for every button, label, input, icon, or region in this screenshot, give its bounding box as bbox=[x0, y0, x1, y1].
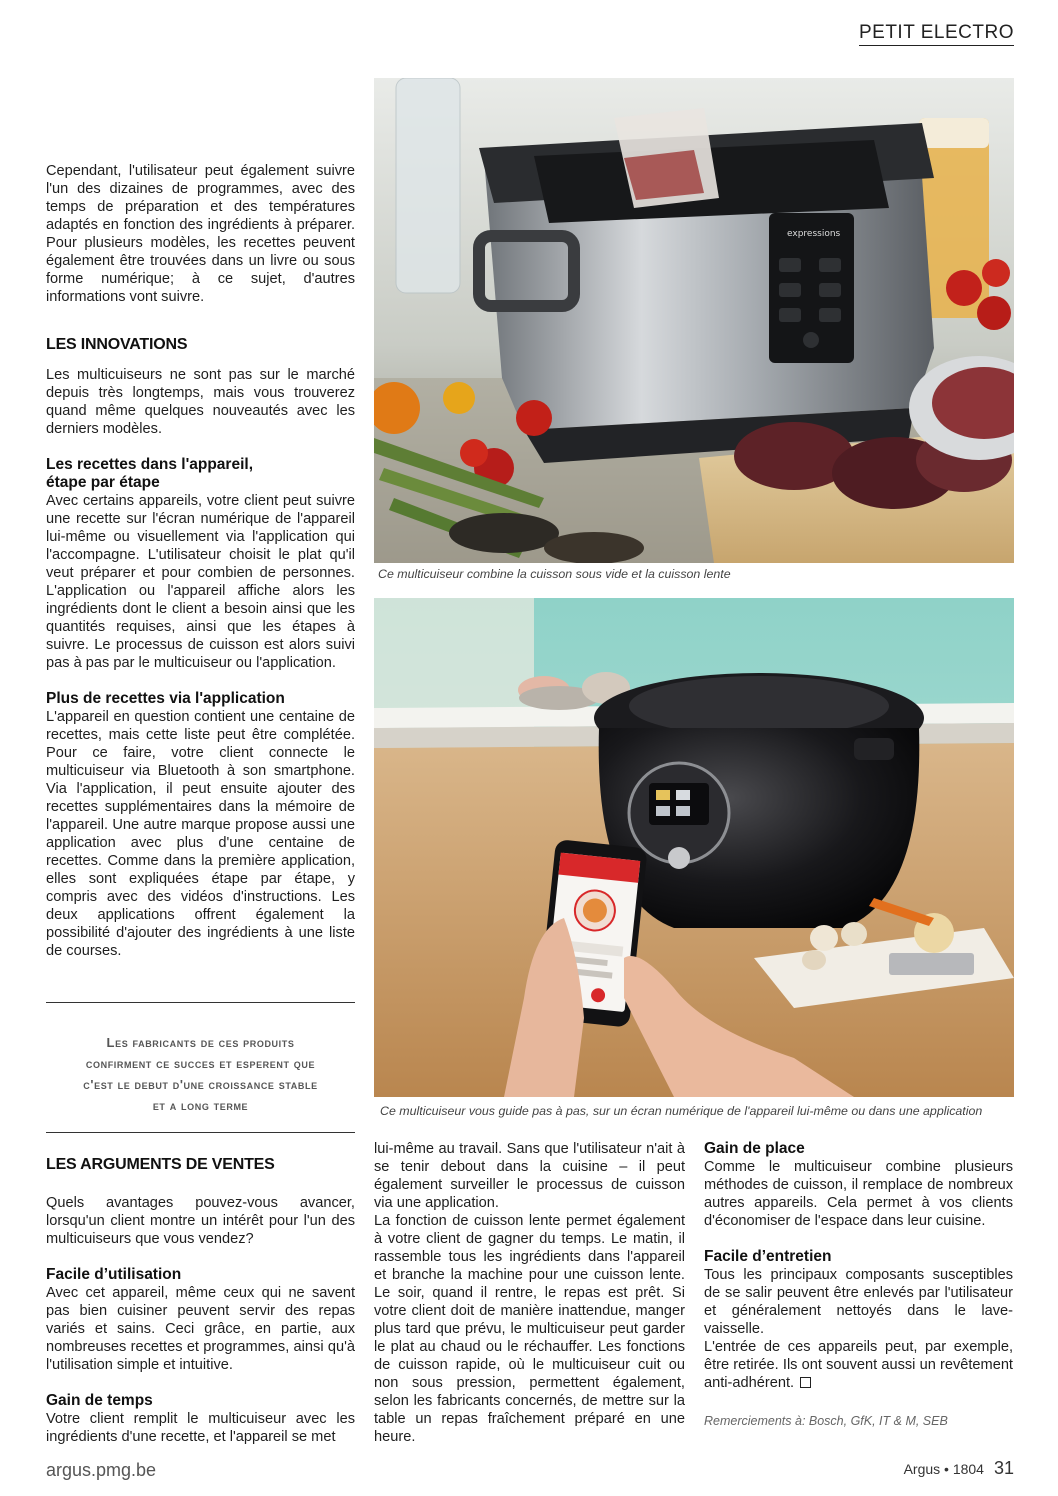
end-mark-icon bbox=[800, 1377, 811, 1388]
multicooker-illustration bbox=[374, 598, 1014, 1097]
middle-column bbox=[374, 1140, 685, 1446]
footer-website: argus.pmg.be bbox=[46, 1460, 157, 1480]
innovations-heading: LES INNOVATIONS bbox=[46, 336, 188, 353]
pull-quote-line: Les fabricants de ces produits bbox=[106, 1035, 295, 1050]
photo-caption-2: Ce multicuiseur vous guide pas à pas, sur un écran numérique de l'appareil lui-même ou dans une application bbox=[380, 1104, 983, 1118]
plus-recettes-paragraph: L'appareil en question contient une centaine de recettes, mais cette liste peut être complétée. Pour ce faire, votre client connecte le multicuiseur via Bluetooth à son smartphone. Via l'application, il peut ensuite ajouter des recettes supplémentaires dans la mémoire de l'appareil. Une autre marque propose aussi une application avec plus d'une centaine de recettes. Comme dans la première application, elles sont expliquées étape par étape, y compris avec des vidéos d'instructions. Les deux applications offrent également la possibilité d'ajouter des ingrédients à une liste de courses. bbox=[46, 709, 355, 959]
plus-recettes-heading: Plus de recettes via l'application bbox=[46, 690, 285, 707]
right-column bbox=[704, 1140, 1013, 1430]
arguments-column bbox=[46, 1156, 355, 1446]
brand-label: expressions bbox=[787, 229, 841, 239]
middle-paragraph-1: lui-même au travail. Sans que l'utilisateur n'ait à se tenir debout dans la cuisine – il peut également surveiller le processus de cuisson via une application. bbox=[374, 1141, 685, 1211]
pull-quote-line: et a long terme bbox=[152, 1098, 249, 1113]
recettes-heading-2: étape par étape bbox=[46, 474, 160, 491]
arguments-intro: Quels avantages pouvez-vous avancer, lorsqu'un client montre un intérêt pour l'un des multicuiseurs que vous vendez? bbox=[46, 1195, 355, 1247]
facile-utilisation-paragraph: Avec cet appareil, même ceux qui ne savent pas bien cuisiner peuvent servir des repas variés et sains. Ceci grâce, en partie, aux nombreuses recettes et programmes, ainsi qu'à l'utilisation simple et intuitive. bbox=[46, 1285, 355, 1373]
photo-sous-vide-cooker bbox=[374, 78, 1014, 563]
gain-temps-paragraph: Votre client remplit le multicuiseur avec les ingrédients d'une recette, et l'appareil se met bbox=[46, 1411, 355, 1445]
gain-place-paragraph: Comme le multicuiseur combine plusieurs méthodes de cuisson, il remplace de nombreux autres appareils. Cela permet à vos clients d'économiser de l'espace dans leur cuisine. bbox=[704, 1159, 1013, 1229]
photo-app-multicooker bbox=[374, 598, 1014, 1097]
footer-issue bbox=[904, 1458, 1014, 1479]
innovations-paragraph: Les multicuiseurs ne sont pas sur le marché depuis très longtemps, mais vous trouverez quand même quelques nouveautés avec les derniers modèles. bbox=[46, 367, 355, 437]
divider-bottom bbox=[46, 1132, 355, 1133]
entretien-text: L'entrée de ces appareils peut, par exemple, être retirée. Ils ont souvent aussi un revêtement anti-adhérent. bbox=[704, 1339, 1013, 1391]
pull-quote-line: confirment ce succes et esperent que bbox=[85, 1056, 316, 1071]
recettes-paragraph: Avec certains appareils, votre client peut suivre une recette sur l'écran numérique de l'appareil lui-même ou visuellement via l'application qui l'accompagne. L'utilisateur choisit le plat qu'il veut préparer et pour combien de personnes. L'application ou l'appareil affiche alors les ingrédients dont le client a besoin ainsi que les quantités requises, ainsi que les étapes à suivre. Le processus de cuisson est alors suivi pas à pas par le multicuiseur ou l'application. bbox=[46, 493, 355, 671]
page-number: 31 bbox=[993, 1458, 1014, 1478]
middle-paragraph-2: La fonction de cuisson lente permet également à votre client de gagner du temps. Le matin, il rassemble tous les ingrédients dans l'appareil et branche la machine pour une cuisson lente. Le soir, quand il rentre, le repas est prêt. Si votre client doit de manière inattendue, manger plus tard que prévu, le multicuiseur peut garder le plat au chaud ou le réchauffer. Les fonctions de cuisson rapide, où le multicuiseur cuit ou non sous pression, permettent également, selon les fabricants concernés, de mettre sur la table un repas fraîchement préparé en une heure. bbox=[374, 1213, 685, 1445]
gain-place-heading: Gain de place bbox=[704, 1140, 805, 1157]
recettes-heading-1: Les recettes dans l'appareil, bbox=[46, 456, 254, 473]
intro-paragraph: Cependant, l'utilisateur peut également suivre l'un des dizaines de programmes, avec des temps de préparation et des températures adaptés en fonction des ingrédients à préparer. Pour plusieurs modèles, les recettes peuvent également être trouvées dans un livre ou sous forme numérique; à ce sujet, d'autres informations vont suivre. bbox=[46, 163, 355, 305]
pull-quote bbox=[46, 1032, 355, 1116]
section-label: PETIT ELECTRO bbox=[859, 22, 1014, 46]
sous-vide-illustration bbox=[374, 78, 1014, 563]
pull-quote-line: c'est le debut d'une croissance stable bbox=[83, 1077, 318, 1092]
photo-caption-1: Ce multicuiseur combine la cuisson sous vide et la cuisson lente bbox=[378, 567, 731, 581]
gain-temps-heading: Gain de temps bbox=[46, 1392, 153, 1409]
issue-label: Argus • 1804 bbox=[903, 1461, 984, 1477]
facile-utilisation-heading: Facile d’utilisation bbox=[46, 1266, 182, 1283]
facile-entretien-heading: Facile d’entretien bbox=[704, 1248, 832, 1265]
thanks-note: Remerciements à: Bosch, GfK, IT & M, SEB bbox=[704, 1414, 948, 1428]
left-column bbox=[46, 162, 355, 960]
facile-entretien-paragraph: Tous les principaux composants susceptibles de se salir peuvent être enlevés par l'utilisateur et généralement nettoyés dans le lave-vaisselle. bbox=[704, 1267, 1013, 1337]
divider-top bbox=[46, 1002, 355, 1003]
arguments-heading: LES ARGUMENTS DE VENTES bbox=[46, 1156, 275, 1173]
facile-entretien-paragraph-2 bbox=[704, 1338, 1013, 1392]
